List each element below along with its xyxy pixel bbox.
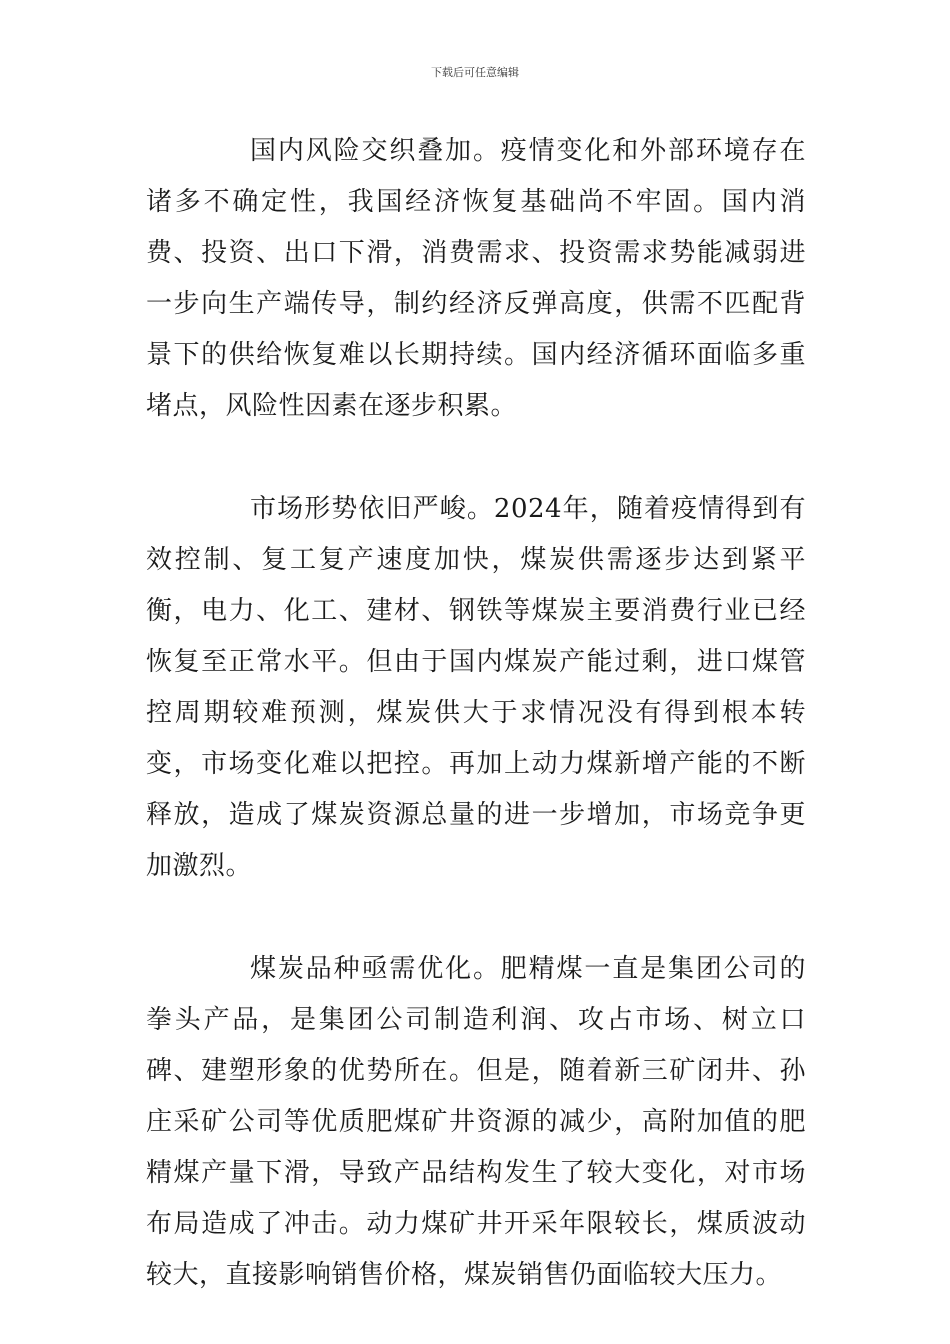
paragraph-domestic-risks: 国内风险交织叠加。疫情变化和外部环境存在诸多不确定性，我国经济恢复基础尚不牢固。国内消费、投资、出口下滑，消费需求、投资需求势能减弱进一步向生产端传导，制约经济反弹高度，供需不匹配背景下的供给恢复难以长期持续。国内经济循环面临多重堵点，风险性因素在逐步积累。 <box>146 136 806 421</box>
paragraph-spacer <box>146 432 806 484</box>
paragraph-market-situation: 市场形势依旧严峻。2024年，随着疫情得到有效控制、复工复产速度加快，煤炭供需逐步达到紧平衡，电力、化工、建材、钢铁等煤炭主要消费行业已经恢复至正常水平。但由于国内煤炭产能过剩，进口煤管控周期较难预测，煤炭供大于求情况没有得到根本转变，市场变化难以把控。再加上动力煤新增产能的不断释放，造成了煤炭资源总量的进一步增加，市场竞争更加激烈。 <box>146 494 806 881</box>
paragraph-coal-varieties: 煤炭品种亟需优化。肥精煤一直是集团公司的拳头产品，是集团公司制造利润、攻占市场、树立口碑、建塑形象的优势所在。但是，随着新三矿闭井、孙庄采矿公司等优质肥煤矿井资源的减少，高附加值的肥精煤产量下滑，导致产品结构发生了较大变化，对市场布局造成了冲击。动力煤矿井开采年限较长，煤质波动较大，直接影响销售价格，煤炭销售仍面临较大压力。 <box>146 954 806 1290</box>
document-body <box>146 126 806 1301</box>
header-note: 下载后可任意编辑 <box>431 66 519 79</box>
paragraph-spacer <box>146 892 806 944</box>
